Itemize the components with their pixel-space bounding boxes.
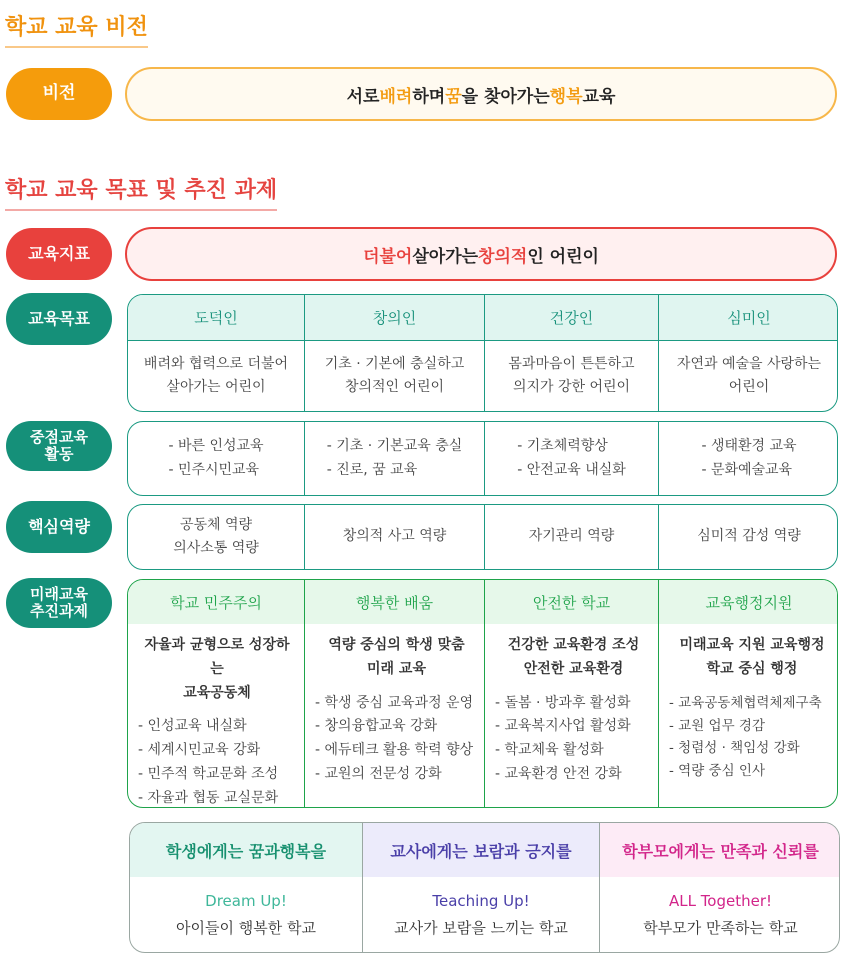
core-competency-table: 공동체 역량 의사소통 역량 창의적 사고 역량 자기관리 역량 심미적 감성 역량 — [127, 504, 838, 570]
teacher-slogan: Teaching Up! — [432, 891, 530, 910]
focus-list: - 기초체력향상 - 안전교육 내실화 — [517, 437, 626, 478]
objective-col: 도덕인 배려와 협력으로 더불어 살아가는 어린이 — [128, 295, 305, 411]
vision-label: 비전 — [6, 68, 112, 120]
objective-head: 건강인 — [485, 295, 658, 340]
parent-col — [600, 823, 840, 952]
student-head: 학생에게는 꿈과행복을 — [130, 823, 362, 877]
student-text: 아이들이 행복한 학교 — [176, 918, 316, 937]
future-items: - 인성교육 내실화 - 세계시민교육 강화 - 민주적 학교문화 조성 - 자율과 협동 교실문화 — [138, 718, 279, 806]
future-task-table — [127, 579, 838, 808]
teacher-text: 교사가 보람을 느끼는 학교 — [394, 918, 568, 937]
future-task-label: 미래교육 추진과제 — [6, 578, 112, 628]
future-items: - 교육공동체협력체제구축 - 교원 업무 경감 - 청렴성 · 책임성 강화 - 역량 중심 인사 — [669, 694, 822, 780]
future-summary: 미래교육 지원 교육행정 학교 중심 행정 — [679, 637, 825, 677]
teacher-col — [363, 823, 600, 952]
parent-slogan: ALL Together! — [668, 891, 773, 910]
focus-list: - 생태환경 교육 - 문화예술교육 — [701, 437, 797, 478]
future-head: 학교 민주주의 — [128, 580, 304, 624]
future-col — [485, 580, 659, 808]
future-head: 행복한 배움 — [305, 580, 484, 624]
future-head: 안전한 학교 — [485, 580, 658, 624]
objective-col: 심미인 자연과 예술을 사랑하는 어린이 — [659, 295, 838, 411]
future-col — [128, 580, 305, 808]
objective-col: 창의인 기초 · 기본에 충실하고 창의적인 어린이 — [305, 295, 485, 411]
future-items: - 돌봄 · 방과후 활성화 - 교육복지사업 활성화 - 학교체육 활성화 - 교육환경 안전 강화 — [495, 694, 631, 782]
edu-objective-label: 교육목표 — [6, 293, 112, 345]
focus-list: - 바른 인성교육 - 민주시민교육 — [168, 437, 264, 478]
future-col — [659, 580, 838, 808]
core-competency-label: 핵심역량 — [6, 501, 112, 553]
parent-head: 학부모에게는 만족과 신뢰를 — [600, 823, 840, 877]
objective-col: 건강인 몸과마음이 튼튼하고 의지가 강한 어린이 — [485, 295, 659, 411]
focus-activity-table — [127, 421, 838, 496]
teacher-head: 교사에게는 보람과 긍지를 — [363, 823, 599, 877]
parent-text: 학부모가 만족하는 학교 — [643, 918, 798, 937]
future-head: 교육행정지원 — [659, 580, 838, 624]
future-summary: 자율과 균형으로 성장하는 교육공동체 — [144, 637, 290, 701]
vision-statement: 서로 배려 하며 꿈 을 찾아가는 행복 교육 — [125, 67, 837, 121]
goals-section-title: 학교 교육 목표 및 추진 과제 — [5, 173, 277, 211]
vision-section-title: 학교 교육 비전 — [5, 10, 148, 48]
future-col — [305, 580, 485, 808]
stakeholder-table — [129, 822, 840, 953]
focus-list: - 기초 · 기본교육 충실 - 진로, 꿈 교육 — [326, 437, 463, 478]
objective-head: 창의인 — [305, 295, 484, 340]
student-slogan: Dream Up! — [205, 891, 287, 910]
objective-head: 도덕인 — [128, 295, 304, 340]
edu-objective-table — [127, 294, 838, 412]
future-summary: 건강한 교육환경 조성 안전한 교육환경 — [507, 637, 640, 677]
future-summary: 역량 중심의 학생 맞춤 미래 교육 — [328, 637, 465, 677]
future-items: - 학생 중심 교육과정 운영 - 창의융합교육 강화 - 에듀테크 활용 학력 향상 - 교원의 전문성 강화 — [315, 694, 474, 782]
focus-activity-label: 중점교육 활동 — [6, 421, 112, 471]
edu-indicator-label: 교육지표 — [6, 228, 112, 280]
edu-indicator-statement: 더불어 살아가는 창의적 인 어린이 — [125, 227, 837, 281]
objective-head: 심미인 — [659, 295, 838, 340]
student-col — [130, 823, 363, 952]
